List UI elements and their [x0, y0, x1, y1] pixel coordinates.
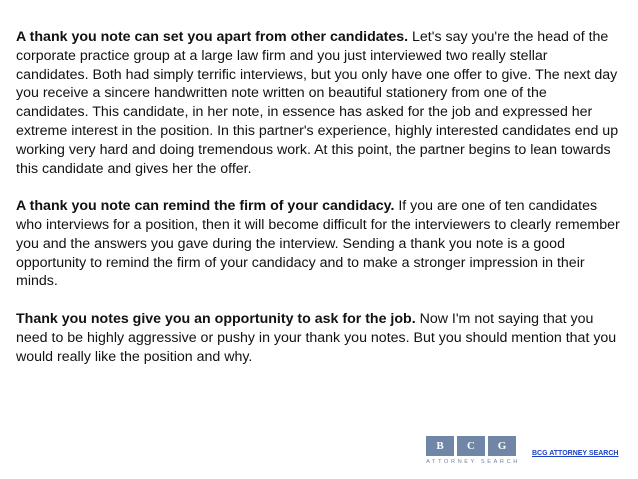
- logo-letter-g: G: [488, 436, 516, 456]
- logo-letter-c: C: [457, 436, 485, 456]
- paragraph-ask-for-job: [16, 310, 622, 366]
- paragraph-set-apart: [16, 28, 622, 178]
- paragraph-remind-firm: [16, 197, 622, 291]
- bcg-attorney-search-link[interactable]: BCG ATTORNEY SEARCH: [532, 450, 619, 457]
- paragraph-text: If you are one of ten candidates who interviews for a position, then it will become difficult for the interviewers to clearly remember you and the answers you gave during the interview. Sending a thank you note is a good opportunity to remind the firm of your candidacy and to make a stronger impression in their minds.: [16, 198, 620, 290]
- article-body: [16, 28, 622, 385]
- paragraph-text: Now I'm not saying that you need to be highly aggressive or pushy in your thank you notes. But you should mention that you would really like the position and why.: [16, 310, 617, 365]
- paragraph-text: Let's say you're the head of the corporate practice group at a large law firm and you just interviewed two really stellar candidates. Both had simply terrific interviews, but you only have one offer to give. The next day you receive a sincere handwritten note written on beautiful stationery from one of the candidates. This candidate, in her note, in essence has asked for the job and expressed her extreme interest in the position. In this partner's experience, highly interested candidates end up working very hard and doing tremendous work. At this point, the partner begins to lean towards this candidate and gives her the offer.: [16, 29, 619, 177]
- logo-letter-boxes: [426, 436, 520, 456]
- logo-subtitle: ATTORNEY SEARCH: [426, 459, 520, 465]
- bcg-logo: [426, 436, 520, 470]
- paragraph-lead: A thank you note can remind the firm of your candidacy.: [16, 198, 395, 215]
- logo-letter-b: B: [426, 436, 454, 456]
- paragraph-lead: Thank you notes give you an opportunity to ask for the job.: [16, 310, 416, 327]
- paragraph-lead: A thank you note can set you apart from other candidates.: [16, 29, 409, 45]
